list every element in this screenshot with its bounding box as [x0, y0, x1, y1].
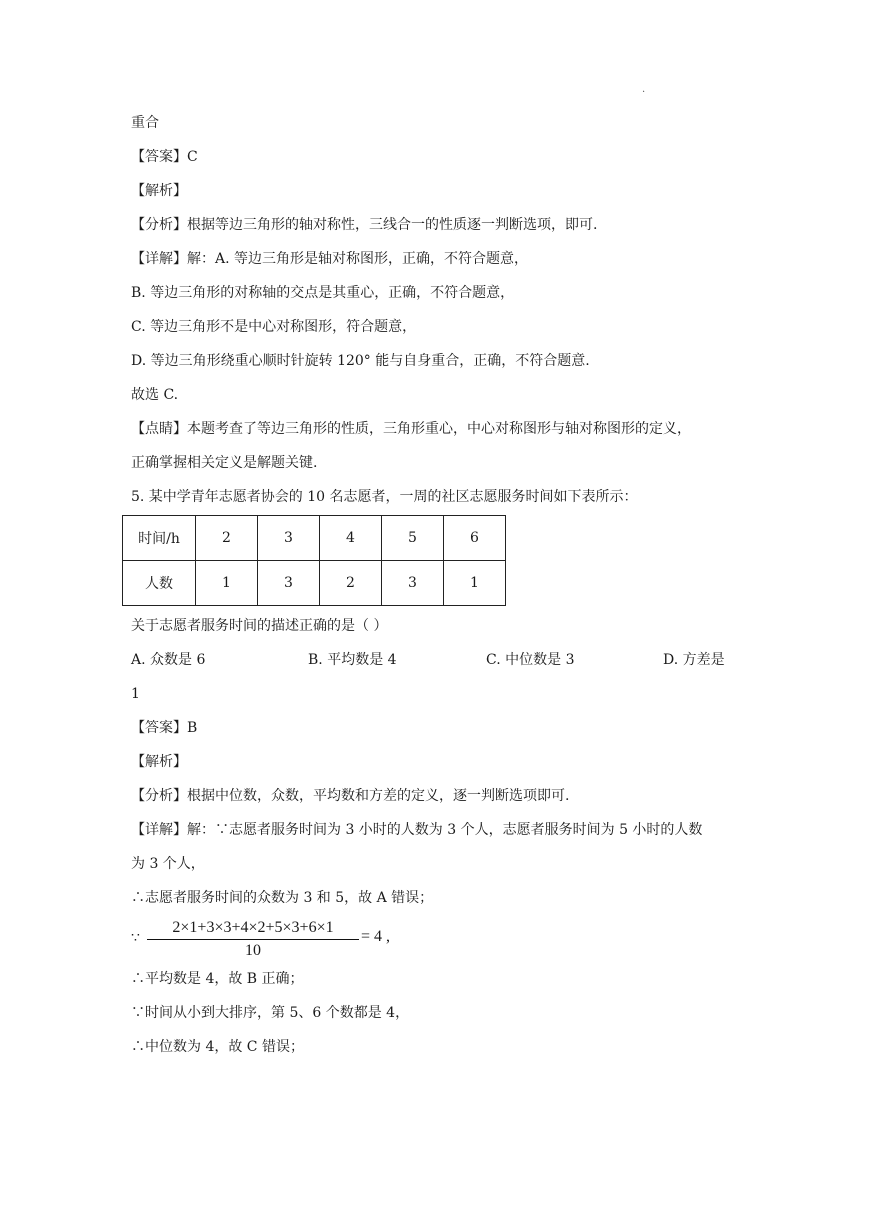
table-cell: 3 — [382, 561, 444, 606]
table-cell: 1 — [196, 561, 258, 606]
option-d: D. 方差是 — [663, 652, 725, 668]
text-line: ∴中位数为 4，故 C 错误； — [131, 1039, 304, 1055]
table-cell: 2 — [320, 561, 382, 606]
table-cell: 4 — [320, 516, 382, 561]
because-symbol: ∵ — [131, 930, 140, 946]
text-line: 故选 C. — [131, 387, 179, 403]
table-cell: 3 — [258, 516, 320, 561]
table-cell: 5 — [382, 516, 444, 561]
table-cell: 人数 — [123, 561, 196, 606]
text-line: B. 等边三角形的对称轴的交点是其重心，正确，不符合题意， — [131, 285, 515, 301]
text-line: 【点睛】本题考查了等边三角形的性质，三角形重心，中心对称图形与轴对称图形的定义， — [131, 421, 691, 437]
text-line: ∴志愿者服务时间的众数为 3 和 5，故 A 错误； — [131, 890, 434, 906]
table-cell: 1 — [444, 561, 506, 606]
question-prompt: 关于志愿者服务时间的描述正确的是（ ） — [131, 618, 388, 634]
option-a: A. 众数是 6 — [131, 652, 206, 668]
table-row — [123, 516, 506, 561]
service-time-table — [122, 515, 506, 606]
text-line: 【分析】根据中位数，众数，平均数和方差的定义，逐一判断选项即可. — [131, 788, 570, 804]
table-cell: 3 — [258, 561, 320, 606]
answer-label: 【答案】C — [131, 149, 198, 165]
text-line: 正确掌握相关定义是解题关键. — [131, 455, 318, 471]
text-line: 【分析】根据等边三角形的轴对称性，三线合一的性质逐一判断选项，即可. — [131, 217, 598, 233]
text-line: 【详解】解：A. 等边三角形是轴对称图形，正确，不符合题意， — [131, 251, 529, 267]
table-cell: 6 — [444, 516, 506, 561]
analysis-label: 【解析】 — [131, 754, 187, 770]
table-row — [123, 561, 506, 606]
analysis-label: 【解析】 — [131, 183, 187, 199]
text-line: ∵时间从小到大排序，第 5、6 个数都是 4， — [131, 1005, 410, 1021]
option-b: B. 平均数是 4 — [308, 652, 397, 668]
table-cell: 2 — [196, 516, 258, 561]
fraction-numerator: 2×1+3×3+4×2+5×3+6×1 — [172, 919, 334, 936]
fraction-bar — [147, 939, 359, 940]
table-cell: 时间/h — [123, 516, 196, 561]
text-line: C. 等边三角形不是中心对称图形，符合题意， — [131, 319, 417, 335]
text-line: ∴平均数是 4，故 B 正确； — [131, 971, 304, 987]
option-d-continued: 1 — [131, 686, 140, 702]
text-line: 重合 — [131, 115, 159, 131]
answer-label: 【答案】B — [131, 720, 198, 736]
question-stem: 5. 某中学青年志愿者协会的 10 名志愿者，一周的社区志愿服务时间如下表所示： — [131, 489, 638, 505]
text-line: 【详解】解：∵志愿者服务时间为 3 小时的人数为 3 个人，志愿者服务时间为 5 小时的人数 — [131, 822, 703, 838]
formula-result: = 4 , — [361, 928, 391, 945]
text-line: 为 3 个人， — [131, 856, 205, 872]
text-line: D. 等边三角形绕重心顺时针旋转 120° 能与自身重合，正确，不符合题意. — [131, 353, 590, 369]
fraction-denominator: 10 — [245, 942, 261, 959]
option-c: C. 中位数是 3 — [486, 652, 575, 668]
header-dot: . — [642, 84, 646, 95]
fraction — [147, 918, 359, 961]
